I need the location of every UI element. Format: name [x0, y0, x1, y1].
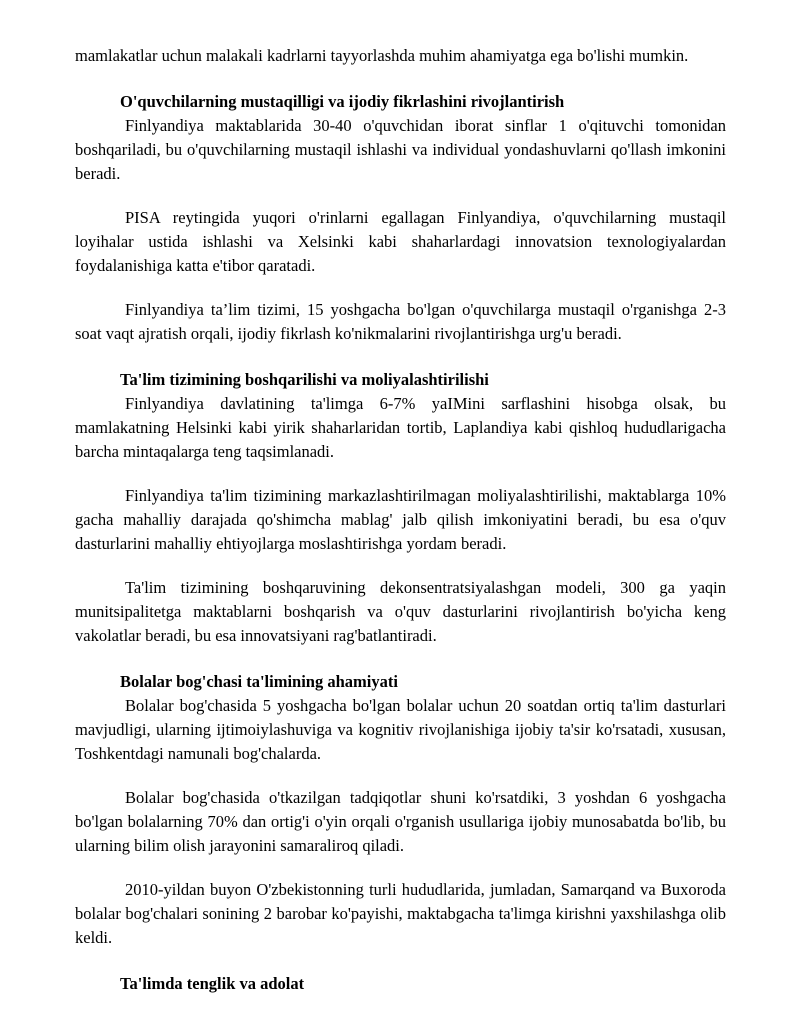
section-heading-kindergarten: Bolalar bog'chasi ta'limining ahamiyati — [120, 672, 398, 691]
section-heading-equality: Ta'limda tenglik va adolat — [120, 974, 305, 993]
document-page — [75, 44, 726, 996]
paragraph: Ta'lim tizimining boshqaruvining dekonsentratsiyalashgan modeli, 300 ga yaqin munitsipalitetga maktablarni boshqarish va o'quv dasturlarini rivojlantirish bo'yicha keng vakolatlar beradi, bu esa innovatsiyani rag'batlantiradi. — [75, 578, 726, 645]
paragraph: Finlyandiya ta'lim tizimining markazlashtirilmagan moliyalashtirilishi, maktablarga 10% gacha mahalliy darajada qo'shimcha mablag' jalb qilish imkoniyatini beradi, bu esa o'quv dasturlarini mahalliy ehtiyojlarga moslashtirishga yordam beradi. — [75, 486, 726, 553]
paragraph: Finlyandiya ta’lim tizimi, 15 yoshgacha bo'lgan o'quvchilarga mustaqil o'rganishga 2-3 soat vaqt ajratish orqali, ijodiy fikrlash ko'nikmalarini rivojlantirishga urg'u beradi. — [75, 300, 726, 343]
paragraph: Finlyandiya maktablarida 30-40 o'quvchidan iborat sinflar 1 o'qituvchi tomonidan boshqariladi, bu o'quvchilarning mustaqil ishlashi va individual yondashuvlarni qo'llash imkonini beradi. — [75, 116, 726, 183]
section-heading-management: Ta'lim tizimining boshqarilishi va moliyalashtirilishi — [120, 370, 489, 389]
paragraph: Finlyandiya davlatining ta'limga 6-7% yaIMini sarflashini hisobga olsak, bu mamlakatning Helsinki kabi yirik shaharlaridan tortib, Laplandiya kabi qishloq hududlarigacha barcha mintaqalarga teng taqsimlanadi. — [75, 394, 726, 461]
paragraph: Bolalar bog'chasida 5 yoshgacha bo'lgan bolalar uchun 20 soatdan ortiq ta'lim dasturlari mavjudligi, ularning ijtimoiylashuviga va kognitiv rivojlanishiga ijobiy ta'sir ko'rsatadi, xususan, Toshkentdagi namunali bog'chalarda. — [75, 696, 726, 763]
paragraph: Bolalar bog'chasida o'tkazilgan tadqiqotlar shuni ko'rsatdiki, 3 yoshdan 6 yoshgacha bo'lgan bolalarning 70% dan ortig'i o'yin orqali o'rganish usullariga ijobiy munosabatda bo'lib, bu ularning bilim olish jarayonini samaraliroq qiladi. — [75, 788, 726, 855]
paragraph: PISA reytingida yuqori o'rinlarni egallagan Finlyandiya, o'quvchilarning mustaqil loyihalar ustida ishlashi va Xelsinki kabi shaharlardagi innovatsion texnologiyalardan foydalanishiga katta e'tibor qaratadi. — [75, 208, 726, 275]
intro-paragraph: mamlakatlar uchun malakali kadrlarni tayyorlashda muhim ahamiyatga ega bo'lishi mumkin. — [75, 46, 689, 65]
paragraph: 2010-yildan buyon O'zbekistonning turli hududlarida, jumladan, Samarqand va Buxoroda bolalar bog'chalari sonining 2 barobar ko'payishi, maktabgacha ta'limga kirishni yaxshilashga olib keldi. — [75, 880, 726, 947]
section-heading-independence: O'quvchilarning mustaqilligi va ijodiy fikrlashini rivojlantirish — [120, 92, 565, 111]
